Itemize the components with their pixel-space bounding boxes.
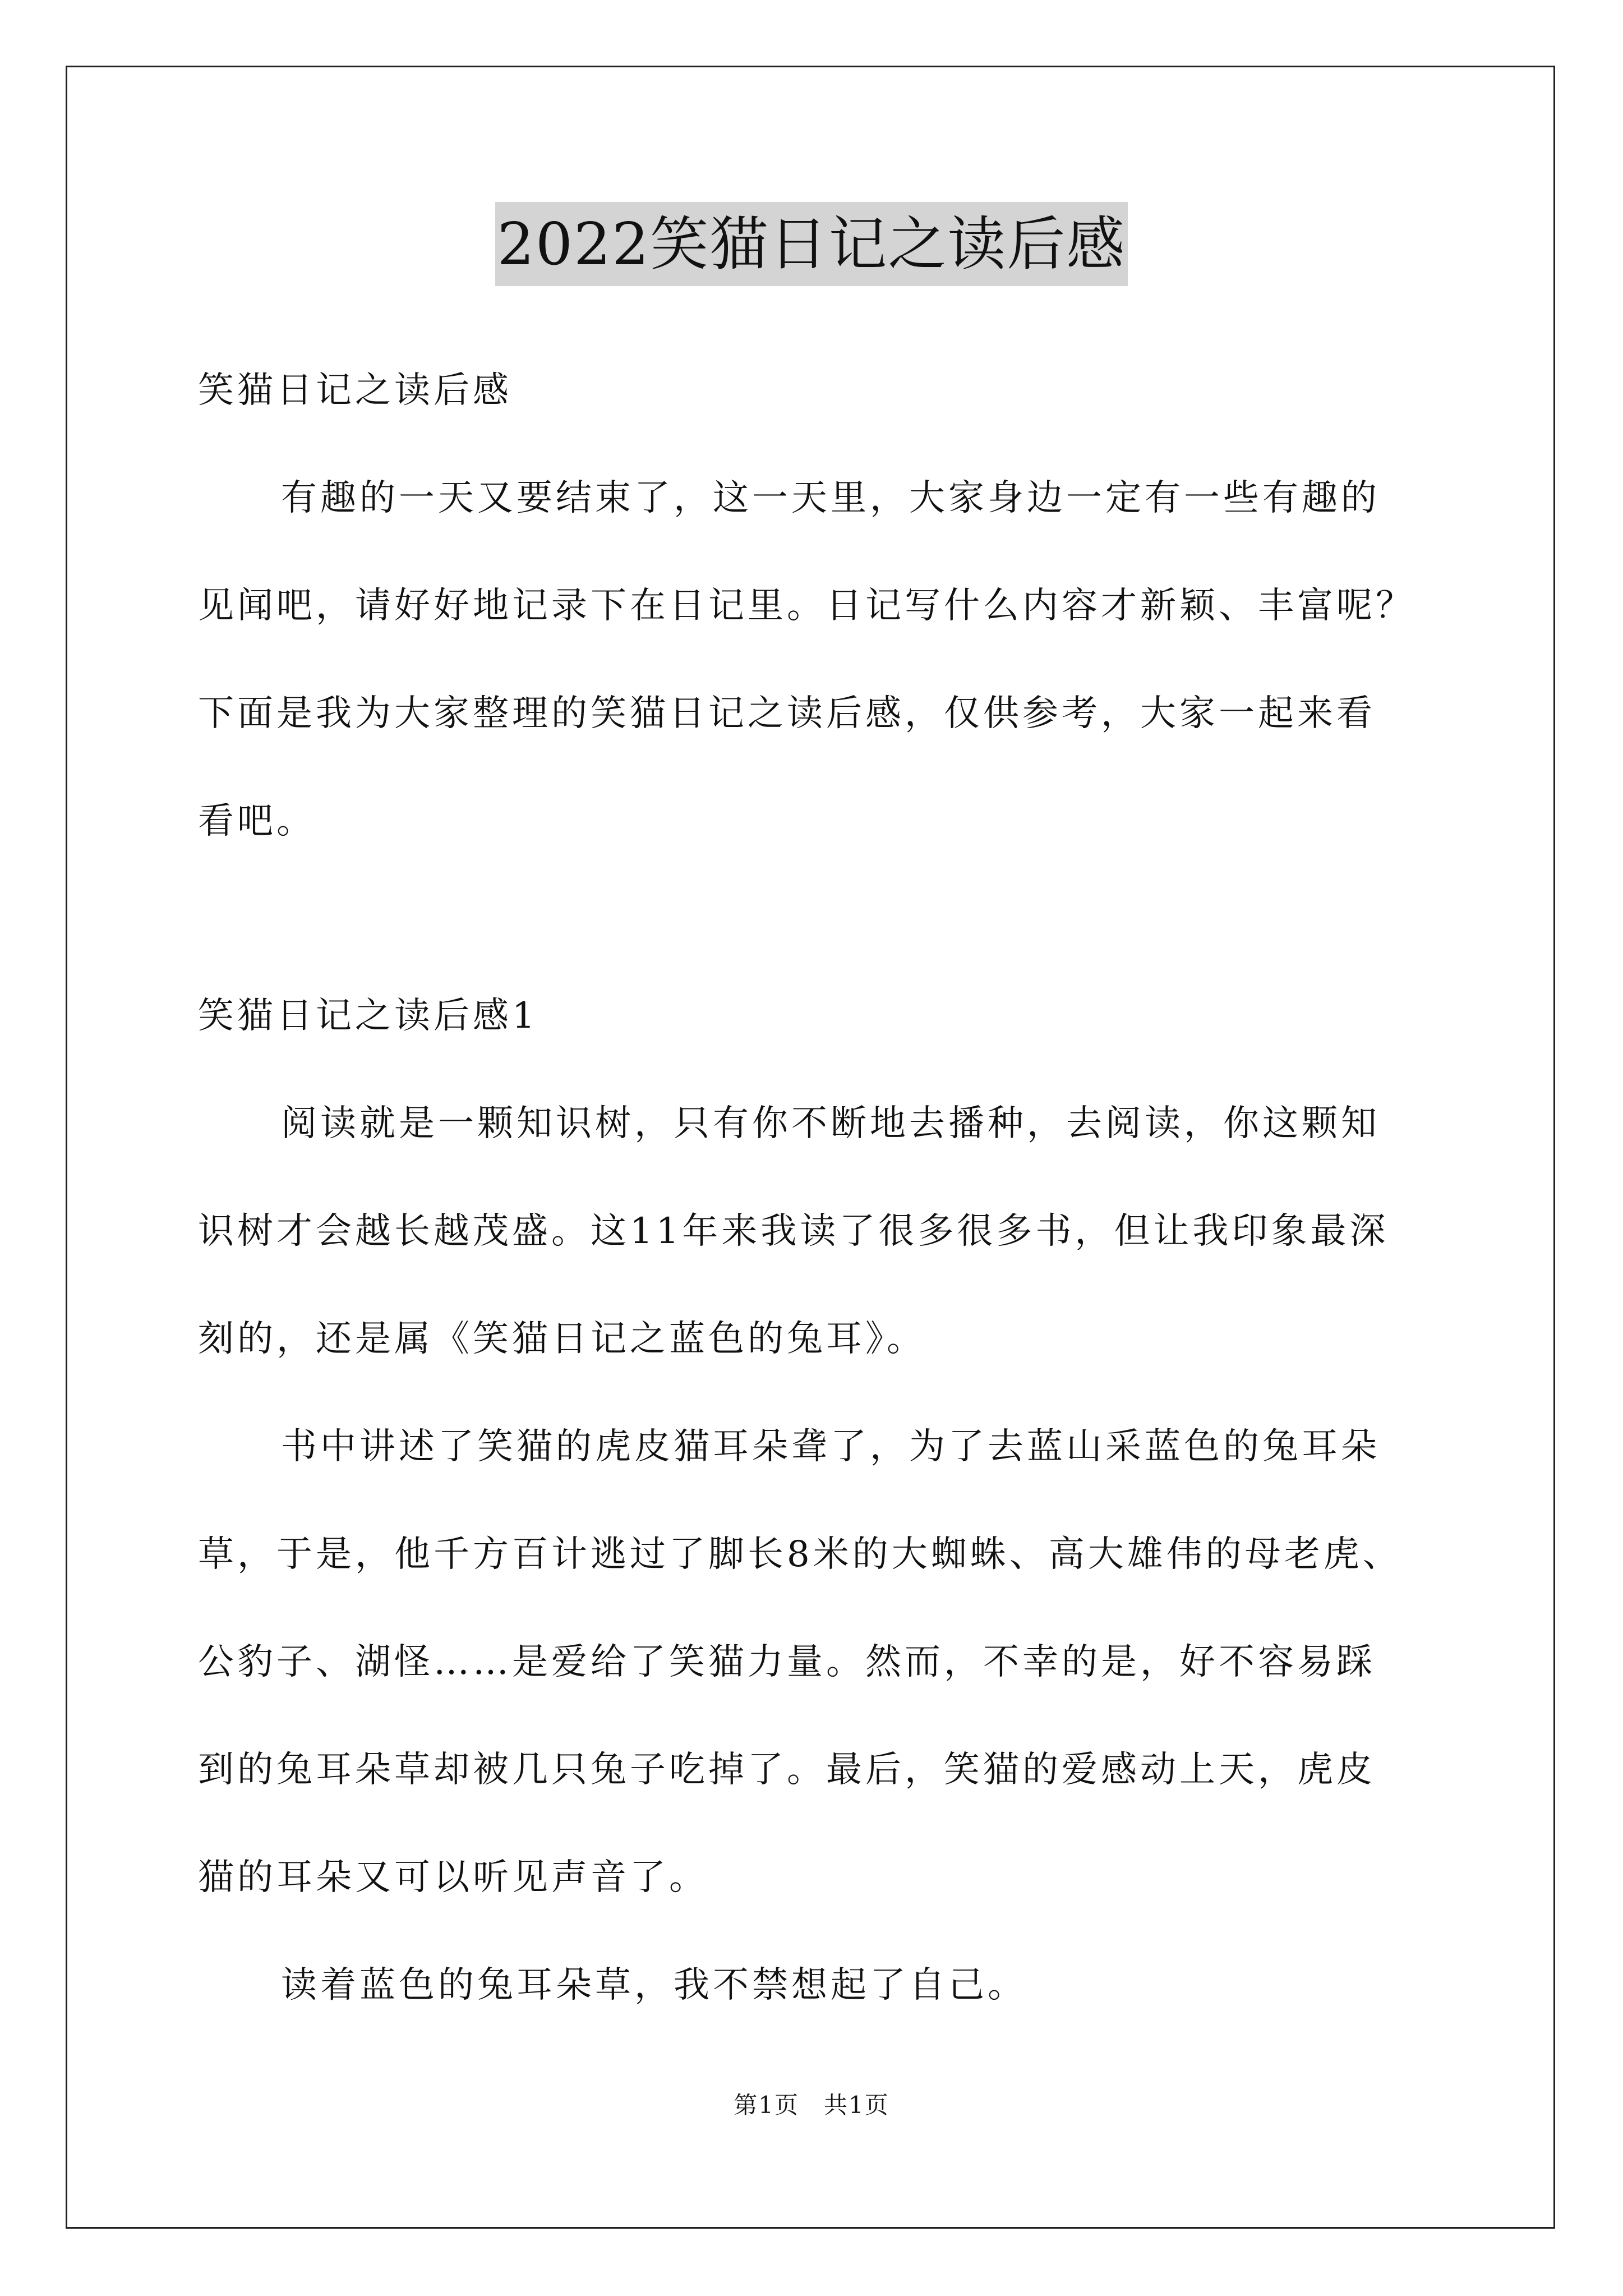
para1-line-3: 刻的，还是属《笑猫日记之蓝色的兔耳》。	[198, 1318, 926, 1360]
para2-line-3: 公豹子、湖怪……是爱给了笑猫力量。然而，不幸的是，好不容易踩	[198, 1641, 1376, 1683]
para2-line-5: 猫的耳朵又可以听见声音了。	[198, 1857, 708, 1898]
intro-line-4: 看吧。	[198, 800, 316, 842]
section1-heading: 笑猫日记之读后感1	[198, 995, 538, 1037]
document-title: 2022笑猫日记之读后感	[495, 202, 1128, 286]
section-spacer	[198, 875, 1432, 962]
para2-line-1: 书中讲述了笑猫的虎皮猫耳朵聋了，为了去蓝山采蓝色的兔耳朵	[281, 1426, 1380, 1467]
para2-line-4: 到的兔耳朵草却被几只兔子吃掉了。最后，笑猫的爱感动上天，虎皮	[198, 1749, 1376, 1791]
title-wrapper	[0, 202, 1623, 286]
intro-line-3: 下面是我为大家整理的笑猫日记之读后感，仅供参考，大家一起来看	[198, 693, 1376, 734]
para3-line-1: 读着蓝色的兔耳朵草，我不禁想起了自己。	[281, 1964, 1027, 2006]
para1-line-2: 识树才会越长越茂盛。这11年来我读了很多很多书，但让我印象最深	[198, 1211, 1389, 1252]
intro-line-2: 见闻吧，请好好地记录下在日记里。日记写什么内容才新颖、丰富呢？	[198, 585, 1415, 627]
para1-line-1: 阅读就是一颗知识树，只有你不断地去播种，去阅读，你这颗知	[281, 1103, 1380, 1144]
intro-heading: 笑猫日记之读后感	[198, 370, 512, 411]
document-body	[198, 337, 1432, 2039]
para2-line-2: 草，于是，他千方百计逃过了脚长8米的大蜘蛛、高大雄伟的母老虎、	[198, 1534, 1402, 1575]
page-number: 第1页 共1页	[734, 2091, 889, 2119]
page-footer	[0, 2087, 1623, 2120]
intro-line-1: 有趣的一天又要结束了，这一天里，大家身边一定有一些有趣的	[281, 477, 1380, 519]
